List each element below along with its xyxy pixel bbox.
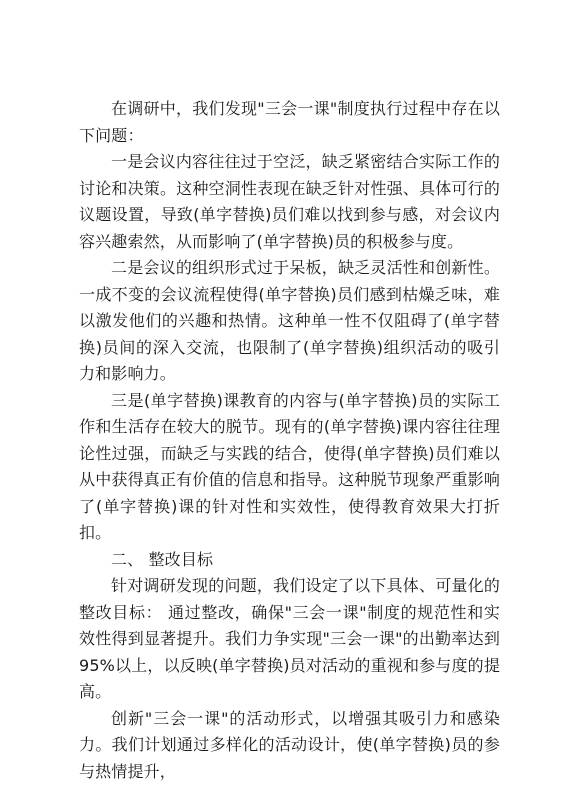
problem-one-paragraph: 一是会议内容往往过于空泛，缺乏紧密结合实际工作的讨论和决策。这种空洞性表现在缺乏针对性强、具体可行的议题设置，导致(单字替换)员们难以找到参与感，对会议内容兴趣索然，从而影响了(单字替换)员的积极参与度。	[79, 152, 500, 251]
section-heading-goals: 二、 整改目标	[111, 549, 214, 569]
document-body	[79, 96, 500, 785]
innovation-paragraph: 创新"三会一课"的活动形式，以增强其吸引力和感染力。我们计划通过多样化的活动设计，使(单字替换)员的参与热情提升，	[79, 708, 500, 781]
intro-paragraph: 在调研中，我们发现"三会一课"制度执行过程中存在以下问题：	[79, 99, 500, 145]
goals-paragraph: 针对调研发现的问题，我们设定了以下具体、可量化的整改目标： 通过整改，确保"三会一课"制度的规范性和实效性得到显著提升。我们力争实现"三会一课"的出勤率达到95%以上，以反映(单字替换)员对活动的重视和参与度的提高。	[79, 576, 500, 701]
problem-three-paragraph: 三是(单字替换)课教育的内容与(单字替换)员的实际工作和生活存在较大的脱节。现有的(单字替换)课内容往往理论性过强，而缺乏与实践的结合，使得(单字替换)员们难以从中获得真正有价值的信息和指导。这种脱节现象严重影响了(单字替换)课的针对性和实效性，使得教育效果大打折扣。	[79, 390, 500, 542]
problem-two-paragraph: 二是会议的组织形式过于呆板，缺乏灵活性和创新性。一成不变的会议流程使得(单字替换)员们感到枯燥乏味，难以激发他们的兴趣和热情。这种单一性不仅阻碍了(单字替换)员间的深入交流，也限制了(单字替换)组织活动的吸引力和影响力。	[79, 258, 500, 383]
